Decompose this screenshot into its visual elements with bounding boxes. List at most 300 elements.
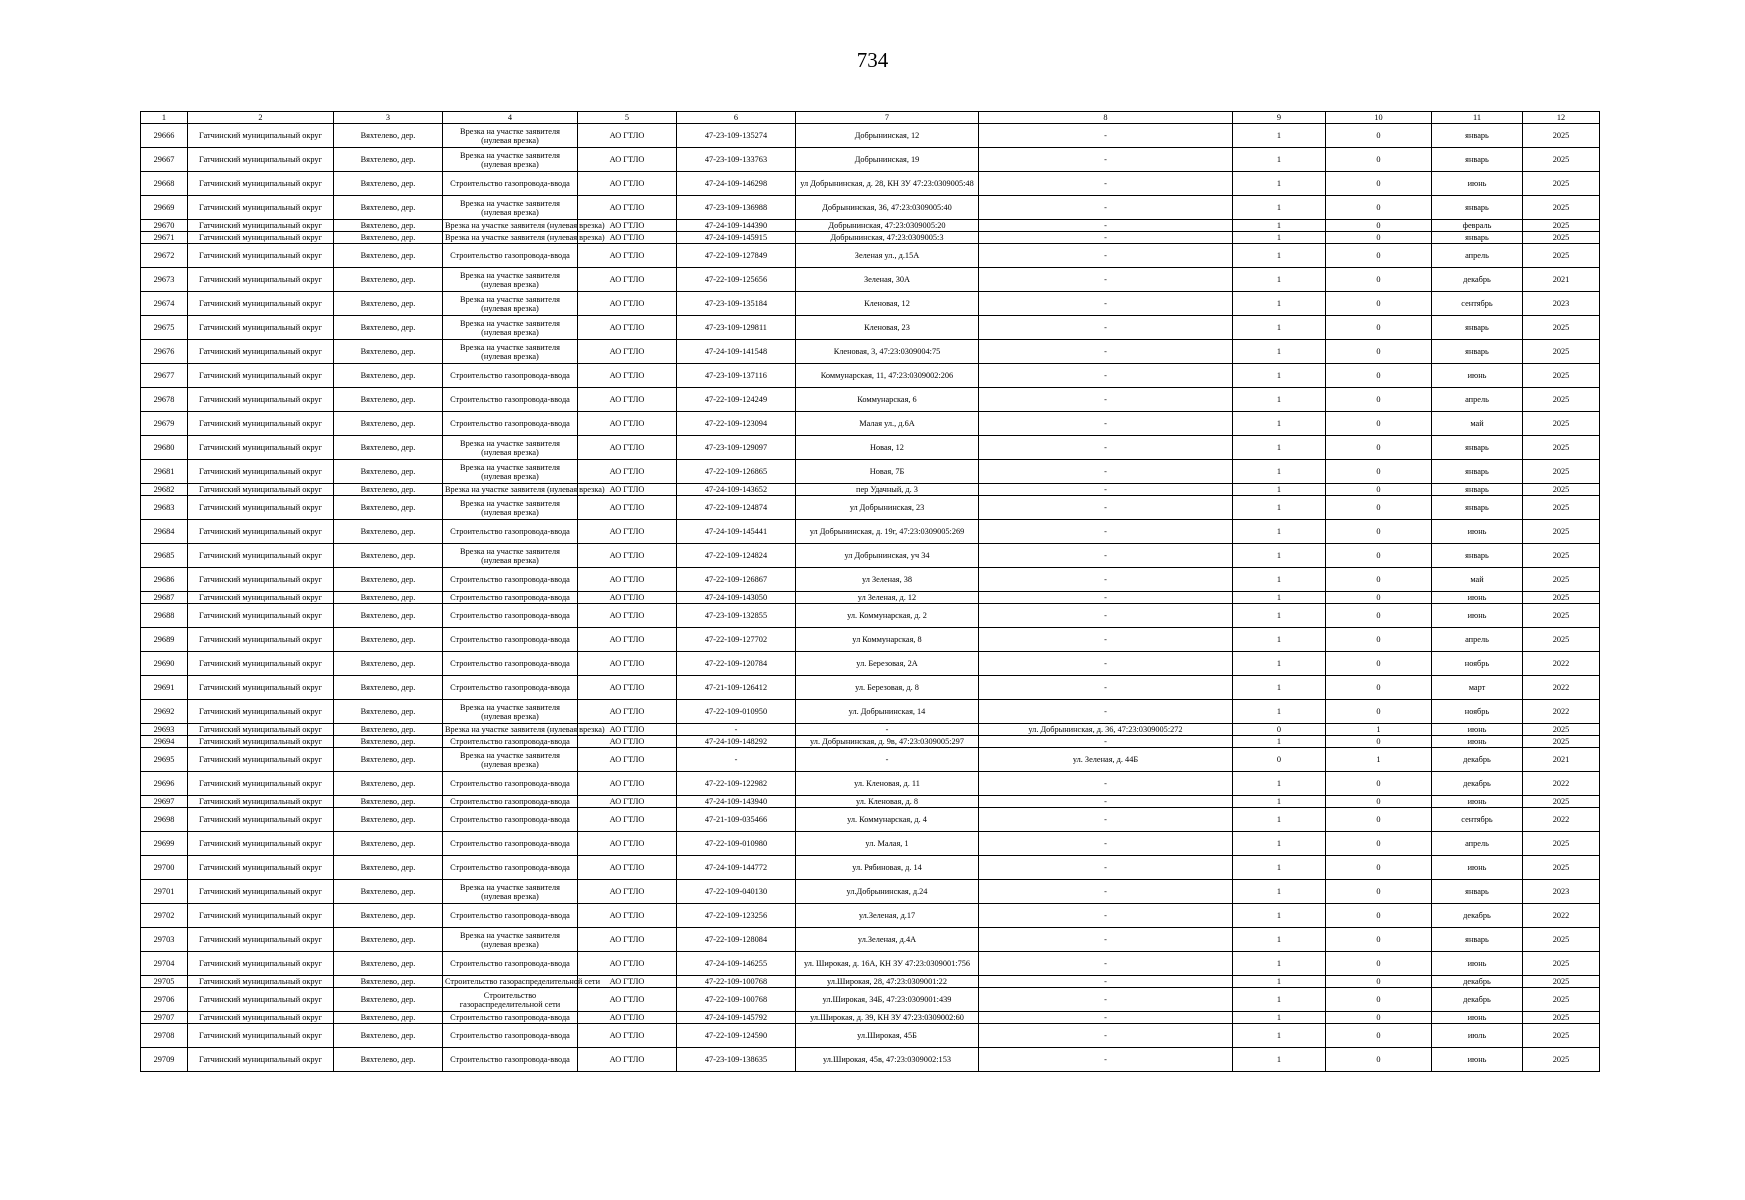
cell-organization: АО ГТЛО <box>578 244 677 268</box>
cell-count-a: 1 <box>1233 268 1326 292</box>
cell-count-b: 0 <box>1326 196 1432 220</box>
cell-row-number: 29705 <box>141 976 188 988</box>
cell-work-type: Строительство газопровода-ввода <box>443 1024 578 1048</box>
cell-month: сентябрь <box>1432 292 1523 316</box>
cell-count-b: 0 <box>1326 244 1432 268</box>
cell-count-a: 1 <box>1233 496 1326 520</box>
cell-application-number: - <box>677 748 796 772</box>
cell-municipality: Гатчинский муниципальный округ <box>188 700 334 724</box>
cell-work-type: Строительство газопровода-ввода <box>443 904 578 928</box>
cell-month: январь <box>1432 148 1523 172</box>
cell-address-alt: - <box>979 148 1233 172</box>
cell-count-a: 1 <box>1233 196 1326 220</box>
cell-settlement: Вяхтелево, дер. <box>334 628 443 652</box>
cell-application-number: 47-23-109-129097 <box>677 436 796 460</box>
cell-count-a: 1 <box>1233 340 1326 364</box>
cell-organization: АО ГТЛО <box>578 124 677 148</box>
cell-municipality: Гатчинский муниципальный округ <box>188 496 334 520</box>
cell-count-b: 0 <box>1326 436 1432 460</box>
table-row <box>141 172 1600 196</box>
cell-address-alt: - <box>979 340 1233 364</box>
cell-month: март <box>1432 676 1523 700</box>
cell-month: июнь <box>1432 604 1523 628</box>
cell-work-type: Строительство газопровода-ввода <box>443 172 578 196</box>
cell-count-b: 0 <box>1326 976 1432 988</box>
cell-row-number: 29694 <box>141 736 188 748</box>
cell-application-number: 47-22-109-122982 <box>677 772 796 796</box>
table-row <box>141 976 1600 988</box>
cell-work-type: Строительство газопровода-ввода <box>443 1048 578 1072</box>
cell-address: ул.Зеленая, д.17 <box>796 904 979 928</box>
cell-count-a: 1 <box>1233 604 1326 628</box>
cell-count-a: 1 <box>1233 988 1326 1012</box>
cell-count-a: 0 <box>1233 724 1326 736</box>
cell-month: январь <box>1432 460 1523 484</box>
cell-year: 2025 <box>1523 412 1600 436</box>
cell-work-type: Врезка на участке заявителя (нулевая врезка) <box>443 928 578 952</box>
cell-address: - <box>796 724 979 736</box>
cell-organization: АО ГТЛО <box>578 172 677 196</box>
cell-organization: АО ГТЛО <box>578 772 677 796</box>
cell-count-b: 0 <box>1326 856 1432 880</box>
cell-work-type: Строительство газопровода-ввода <box>443 628 578 652</box>
table-row <box>141 544 1600 568</box>
column-number-4: 4 <box>443 112 578 124</box>
cell-work-type: Строительство газораспределительной сети <box>443 988 578 1012</box>
table-row <box>141 1048 1600 1072</box>
cell-count-b: 0 <box>1326 544 1432 568</box>
cell-address: ул. Малая, 1 <box>796 832 979 856</box>
cell-address-alt: - <box>979 496 1233 520</box>
cell-row-number: 29696 <box>141 772 188 796</box>
cell-work-type: Строительство газопровода-ввода <box>443 604 578 628</box>
cell-count-a: 1 <box>1233 220 1326 232</box>
cell-application-number: 47-23-109-137116 <box>677 364 796 388</box>
cell-month: апрель <box>1432 628 1523 652</box>
cell-settlement: Вяхтелево, дер. <box>334 232 443 244</box>
cell-address: ул.Широкая, 34Б, 47:23:0309001:439 <box>796 988 979 1012</box>
cell-row-number: 29704 <box>141 952 188 976</box>
cell-row-number: 29687 <box>141 592 188 604</box>
cell-work-type: Врезка на участке заявителя (нулевая врезка) <box>443 220 578 232</box>
register-body <box>141 124 1600 1072</box>
cell-organization: АО ГТЛО <box>578 220 677 232</box>
cell-row-number: 29670 <box>141 220 188 232</box>
cell-application-number: 47-21-109-126412 <box>677 676 796 700</box>
cell-count-a: 1 <box>1233 736 1326 748</box>
cell-municipality: Гатчинский муниципальный округ <box>188 772 334 796</box>
cell-row-number: 29682 <box>141 484 188 496</box>
cell-address-alt: - <box>979 232 1233 244</box>
cell-count-b: 0 <box>1326 652 1432 676</box>
cell-application-number: 47-22-109-127849 <box>677 244 796 268</box>
cell-application-number: 47-21-109-035466 <box>677 808 796 832</box>
table-row <box>141 268 1600 292</box>
cell-municipality: Гатчинский муниципальный округ <box>188 748 334 772</box>
cell-count-a: 1 <box>1233 700 1326 724</box>
cell-address-alt: - <box>979 196 1233 220</box>
cell-work-type: Строительство газопровода-ввода <box>443 796 578 808</box>
cell-address: Новая, 7Б <box>796 460 979 484</box>
cell-settlement: Вяхтелево, дер. <box>334 976 443 988</box>
cell-month: июнь <box>1432 856 1523 880</box>
cell-year: 2025 <box>1523 340 1600 364</box>
cell-address-alt: - <box>979 928 1233 952</box>
column-number-10: 10 <box>1326 112 1432 124</box>
cell-month: июнь <box>1432 952 1523 976</box>
cell-row-number: 29674 <box>141 292 188 316</box>
cell-month: январь <box>1432 436 1523 460</box>
cell-application-number: 47-22-109-010980 <box>677 832 796 856</box>
cell-municipality: Гатчинский муниципальный округ <box>188 856 334 880</box>
cell-count-a: 1 <box>1233 856 1326 880</box>
cell-work-type: Врезка на участке заявителя (нулевая врезка) <box>443 148 578 172</box>
cell-application-number: 47-22-109-126865 <box>677 460 796 484</box>
cell-count-b: 0 <box>1326 808 1432 832</box>
cell-application-number: 47-24-109-141548 <box>677 340 796 364</box>
cell-address-alt: - <box>979 652 1233 676</box>
cell-settlement: Вяхтелево, дер. <box>334 172 443 196</box>
cell-organization: АО ГТЛО <box>578 316 677 340</box>
cell-month: июнь <box>1432 1012 1523 1024</box>
cell-municipality: Гатчинский муниципальный округ <box>188 592 334 604</box>
table-row <box>141 988 1600 1012</box>
cell-settlement: Вяхтелево, дер. <box>334 592 443 604</box>
cell-month: январь <box>1432 880 1523 904</box>
cell-year: 2025 <box>1523 148 1600 172</box>
cell-organization: АО ГТЛО <box>578 292 677 316</box>
cell-work-type: Строительство газопровода-ввода <box>443 412 578 436</box>
cell-organization: АО ГТЛО <box>578 628 677 652</box>
cell-year: 2023 <box>1523 292 1600 316</box>
cell-address-alt: - <box>979 388 1233 412</box>
cell-application-number: 47-24-109-145792 <box>677 1012 796 1024</box>
cell-work-type: Врезка на участке заявителя (нулевая врезка) <box>443 292 578 316</box>
cell-month: декабрь <box>1432 904 1523 928</box>
cell-row-number: 29691 <box>141 676 188 700</box>
cell-address: ул. Широкая, д. 16А, КН ЗУ 47:23:0309001:756 <box>796 952 979 976</box>
cell-count-b: 0 <box>1326 592 1432 604</box>
cell-settlement: Вяхтелево, дер. <box>334 196 443 220</box>
cell-count-a: 1 <box>1233 124 1326 148</box>
cell-year: 2025 <box>1523 832 1600 856</box>
table-row <box>141 856 1600 880</box>
table-row <box>141 796 1600 808</box>
cell-count-b: 0 <box>1326 148 1432 172</box>
cell-municipality: Гатчинский муниципальный округ <box>188 676 334 700</box>
table-row <box>141 364 1600 388</box>
cell-count-b: 0 <box>1326 928 1432 952</box>
cell-settlement: Вяхтелево, дер. <box>334 340 443 364</box>
cell-address: ул. Березовая, 2А <box>796 652 979 676</box>
cell-row-number: 29708 <box>141 1024 188 1048</box>
cell-count-a: 1 <box>1233 808 1326 832</box>
cell-address-alt: - <box>979 880 1233 904</box>
cell-year: 2022 <box>1523 772 1600 796</box>
cell-count-b: 0 <box>1326 988 1432 1012</box>
cell-address-alt: - <box>979 736 1233 748</box>
cell-row-number: 29668 <box>141 172 188 196</box>
cell-count-b: 1 <box>1326 724 1432 736</box>
cell-count-a: 1 <box>1233 412 1326 436</box>
cell-municipality: Гатчинский муниципальный округ <box>188 364 334 388</box>
cell-work-type: Строительство газопровода-ввода <box>443 652 578 676</box>
cell-year: 2025 <box>1523 544 1600 568</box>
cell-year: 2025 <box>1523 736 1600 748</box>
cell-address: Кленовая, 3, 47:23:0309004:75 <box>796 340 979 364</box>
cell-municipality: Гатчинский муниципальный округ <box>188 652 334 676</box>
page-number: 734 <box>856 48 889 72</box>
cell-address-alt: - <box>979 808 1233 832</box>
cell-address-alt: - <box>979 772 1233 796</box>
cell-year: 2021 <box>1523 268 1600 292</box>
cell-municipality: Гатчинский муниципальный округ <box>188 952 334 976</box>
cell-year: 2025 <box>1523 316 1600 340</box>
cell-organization: АО ГТЛО <box>578 700 677 724</box>
column-number-1: 1 <box>141 112 188 124</box>
cell-count-a: 1 <box>1233 568 1326 592</box>
cell-month: июнь <box>1432 736 1523 748</box>
cell-work-type: Врезка на участке заявителя (нулевая врезка) <box>443 460 578 484</box>
cell-address: Новая, 12 <box>796 436 979 460</box>
table-row <box>141 904 1600 928</box>
cell-month: июнь <box>1432 1048 1523 1072</box>
cell-work-type: Врезка на участке заявителя (нулевая врезка) <box>443 484 578 496</box>
cell-work-type: Врезка на участке заявителя (нулевая врезка) <box>443 748 578 772</box>
cell-application-number: 47-22-109-100768 <box>677 988 796 1012</box>
cell-address: ул Добрынинская, д. 28, КН ЗУ 47:23:0309005:48 <box>796 172 979 196</box>
cell-organization: АО ГТЛО <box>578 748 677 772</box>
cell-organization: АО ГТЛО <box>578 928 677 952</box>
cell-application-number: 47-23-109-135274 <box>677 124 796 148</box>
cell-organization: АО ГТЛО <box>578 736 677 748</box>
table-row <box>141 412 1600 436</box>
cell-count-b: 0 <box>1326 172 1432 196</box>
cell-year: 2025 <box>1523 604 1600 628</box>
table-row <box>141 676 1600 700</box>
cell-settlement: Вяхтелево, дер. <box>334 988 443 1012</box>
cell-address: Добрынинская, 12 <box>796 124 979 148</box>
cell-work-type: Врезка на участке заявителя (нулевая врезка) <box>443 724 578 736</box>
cell-address-alt: - <box>979 952 1233 976</box>
cell-count-a: 1 <box>1233 952 1326 976</box>
cell-address: ул. Березовая, д. 8 <box>796 676 979 700</box>
cell-year: 2025 <box>1523 232 1600 244</box>
cell-row-number: 29686 <box>141 568 188 592</box>
cell-year: 2025 <box>1523 520 1600 544</box>
cell-year: 2025 <box>1523 124 1600 148</box>
cell-month: май <box>1432 568 1523 592</box>
cell-count-b: 0 <box>1326 364 1432 388</box>
cell-year: 2022 <box>1523 652 1600 676</box>
cell-count-a: 1 <box>1233 628 1326 652</box>
cell-address: ул.Широкая, д. 39, КН ЗУ 47:23:0309002:60 <box>796 1012 979 1024</box>
cell-row-number: 29689 <box>141 628 188 652</box>
cell-settlement: Вяхтелево, дер. <box>334 436 443 460</box>
column-number-8: 8 <box>979 112 1233 124</box>
cell-municipality: Гатчинский муниципальный округ <box>188 808 334 832</box>
cell-settlement: Вяхтелево, дер. <box>334 748 443 772</box>
cell-municipality: Гатчинский муниципальный округ <box>188 880 334 904</box>
cell-organization: АО ГТЛО <box>578 676 677 700</box>
cell-address: ул. Кленовая, д. 8 <box>796 796 979 808</box>
cell-organization: АО ГТЛО <box>578 412 677 436</box>
cell-count-b: 0 <box>1326 388 1432 412</box>
cell-address-alt: - <box>979 544 1233 568</box>
cell-application-number: 47-22-109-126867 <box>677 568 796 592</box>
cell-year: 2022 <box>1523 808 1600 832</box>
cell-municipality: Гатчинский муниципальный округ <box>188 316 334 340</box>
cell-count-a: 1 <box>1233 976 1326 988</box>
cell-application-number: 47-22-109-124590 <box>677 1024 796 1048</box>
cell-count-b: 0 <box>1326 232 1432 244</box>
cell-application-number: 47-22-109-128084 <box>677 928 796 952</box>
cell-work-type: Строительство газопровода-ввода <box>443 568 578 592</box>
cell-settlement: Вяхтелево, дер. <box>334 952 443 976</box>
cell-settlement: Вяхтелево, дер. <box>334 604 443 628</box>
cell-organization: АО ГТЛО <box>578 496 677 520</box>
cell-application-number: 47-24-109-143940 <box>677 796 796 808</box>
cell-work-type: Строительство газопровода-ввода <box>443 808 578 832</box>
cell-address-alt: - <box>979 220 1233 232</box>
cell-address: ул. Добрынинская, 14 <box>796 700 979 724</box>
cell-count-a: 1 <box>1233 1012 1326 1024</box>
table-row <box>141 496 1600 520</box>
cell-row-number: 29707 <box>141 1012 188 1024</box>
table-row <box>141 700 1600 724</box>
cell-settlement: Вяхтелево, дер. <box>334 520 443 544</box>
cell-work-type: Строительство газораспределительной сети <box>443 976 578 988</box>
cell-count-b: 0 <box>1326 496 1432 520</box>
cell-work-type: Строительство газопровода-ввода <box>443 772 578 796</box>
cell-address: ул Зеленая, 38 <box>796 568 979 592</box>
cell-row-number: 29701 <box>141 880 188 904</box>
table-row <box>141 124 1600 148</box>
cell-month: январь <box>1432 484 1523 496</box>
cell-count-b: 0 <box>1326 124 1432 148</box>
cell-count-b: 0 <box>1326 880 1432 904</box>
cell-organization: АО ГТЛО <box>578 604 677 628</box>
cell-organization: АО ГТЛО <box>578 436 677 460</box>
cell-organization: АО ГТЛО <box>578 148 677 172</box>
cell-address-alt: - <box>979 568 1233 592</box>
cell-year: 2025 <box>1523 460 1600 484</box>
cell-settlement: Вяхтелево, дер. <box>334 724 443 736</box>
table-row <box>141 748 1600 772</box>
cell-municipality: Гатчинский муниципальный округ <box>188 412 334 436</box>
cell-row-number: 29671 <box>141 232 188 244</box>
cell-row-number: 29672 <box>141 244 188 268</box>
cell-row-number: 29695 <box>141 748 188 772</box>
cell-application-number: 47-22-109-100768 <box>677 976 796 988</box>
cell-year: 2025 <box>1523 364 1600 388</box>
cell-address-alt: ул. Добрынинская, д. 36, 47:23:0309005:272 <box>979 724 1233 736</box>
cell-municipality: Гатчинский муниципальный округ <box>188 1024 334 1048</box>
cell-count-a: 1 <box>1233 148 1326 172</box>
cell-application-number: 47-22-109-124249 <box>677 388 796 412</box>
cell-municipality: Гатчинский муниципальный округ <box>188 436 334 460</box>
register-table <box>140 111 1600 1072</box>
cell-organization: АО ГТЛО <box>578 364 677 388</box>
cell-organization: АО ГТЛО <box>578 988 677 1012</box>
cell-application-number: 47-23-109-133763 <box>677 148 796 172</box>
cell-count-b: 0 <box>1326 604 1432 628</box>
cell-count-b: 0 <box>1326 904 1432 928</box>
cell-row-number: 29700 <box>141 856 188 880</box>
cell-address-alt: - <box>979 412 1233 436</box>
column-number-12: 12 <box>1523 112 1600 124</box>
table-row <box>141 808 1600 832</box>
cell-settlement: Вяхтелево, дер. <box>334 904 443 928</box>
cell-month: декабрь <box>1432 772 1523 796</box>
cell-work-type: Строительство газопровода-ввода <box>443 364 578 388</box>
cell-address-alt: - <box>979 1024 1233 1048</box>
cell-month: декабрь <box>1432 268 1523 292</box>
column-number-3: 3 <box>334 112 443 124</box>
cell-settlement: Вяхтелево, дер. <box>334 148 443 172</box>
cell-address-alt: ул. Зеленая, д. 44Б <box>979 748 1233 772</box>
table-row <box>141 736 1600 748</box>
cell-row-number: 29676 <box>141 340 188 364</box>
cell-address-alt: - <box>979 988 1233 1012</box>
cell-count-b: 0 <box>1326 832 1432 856</box>
table-row <box>141 148 1600 172</box>
cell-work-type: Врезка на участке заявителя (нулевая врезка) <box>443 340 578 364</box>
cell-settlement: Вяхтелево, дер. <box>334 412 443 436</box>
cell-month: декабрь <box>1432 988 1523 1012</box>
cell-count-b: 0 <box>1326 736 1432 748</box>
cell-application-number: 47-24-109-144390 <box>677 220 796 232</box>
table-row <box>141 316 1600 340</box>
cell-month: январь <box>1432 316 1523 340</box>
cell-count-b: 0 <box>1326 772 1432 796</box>
cell-organization: АО ГТЛО <box>578 484 677 496</box>
cell-month: январь <box>1432 340 1523 364</box>
cell-row-number: 29709 <box>141 1048 188 1072</box>
cell-year: 2022 <box>1523 676 1600 700</box>
cell-settlement: Вяхтелево, дер. <box>334 772 443 796</box>
cell-address: ул Коммунарская, 8 <box>796 628 979 652</box>
cell-row-number: 29684 <box>141 520 188 544</box>
cell-year: 2023 <box>1523 880 1600 904</box>
cell-application-number: 47-22-109-123256 <box>677 904 796 928</box>
table-row <box>141 880 1600 904</box>
cell-organization: АО ГТЛО <box>578 808 677 832</box>
cell-address: ул Добрынинская, уч 34 <box>796 544 979 568</box>
table-row <box>141 460 1600 484</box>
cell-organization: АО ГТЛО <box>578 1012 677 1024</box>
cell-month: июнь <box>1432 592 1523 604</box>
cell-address: ул Добрынинская, 23 <box>796 496 979 520</box>
cell-count-b: 0 <box>1326 220 1432 232</box>
cell-month: сентябрь <box>1432 808 1523 832</box>
cell-work-type: Врезка на участке заявителя (нулевая врезка) <box>443 124 578 148</box>
cell-municipality: Гатчинский муниципальный округ <box>188 1048 334 1072</box>
cell-month: декабрь <box>1432 976 1523 988</box>
cell-count-a: 1 <box>1233 592 1326 604</box>
cell-municipality: Гатчинский муниципальный округ <box>188 988 334 1012</box>
cell-count-a: 1 <box>1233 388 1326 412</box>
cell-address: Зеленая, 30А <box>796 268 979 292</box>
table-row <box>141 220 1600 232</box>
cell-month: июнь <box>1432 796 1523 808</box>
cell-row-number: 29702 <box>141 904 188 928</box>
cell-application-number: 47-24-109-144772 <box>677 856 796 880</box>
cell-application-number: 47-22-109-010950 <box>677 700 796 724</box>
cell-address-alt: - <box>979 268 1233 292</box>
cell-count-a: 1 <box>1233 172 1326 196</box>
cell-municipality: Гатчинский муниципальный округ <box>188 928 334 952</box>
